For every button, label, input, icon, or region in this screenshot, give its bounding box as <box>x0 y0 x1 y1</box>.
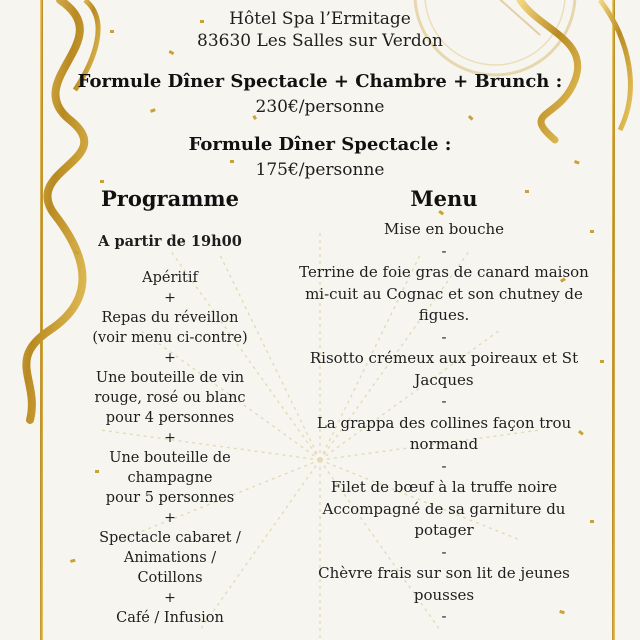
header <box>0 8 640 52</box>
programme-item-line: Café / Infusion <box>116 610 224 626</box>
formula-1-title: Formule Dîner Spectacle + Chambre + Brunch : <box>77 71 563 92</box>
formula-2 <box>0 133 640 181</box>
menu-item <box>286 219 602 241</box>
programme-item-line: pour 4 personnes <box>105 410 235 426</box>
menu-item-line: Risotto crémeux aux poireaux et St <box>309 349 579 367</box>
programme-item <box>58 268 282 288</box>
menu-item <box>286 477 602 542</box>
menu-item-line: Accompagné de sa garniture du <box>322 499 566 518</box>
hotel-name: Hôtel Spa l’Ermitage <box>229 9 411 29</box>
menu-item-line: Terrine de foie gras de canard maison <box>299 263 589 281</box>
menu-column <box>286 186 602 628</box>
programme-item-line: pour 5 personnes <box>105 490 235 506</box>
programme-item-line: Cotillons <box>137 570 203 586</box>
programme-item-line: (voir menu ci-contre) <box>92 330 248 346</box>
formula-1 <box>0 70 640 118</box>
programme-item <box>58 528 282 588</box>
programme-item-line: Animations / <box>123 550 217 566</box>
programme-item <box>58 448 282 508</box>
formula-2-price: 175€/personne <box>255 160 385 180</box>
programme-item-line: rouge, rosé ou blanc <box>94 390 246 406</box>
menu-item <box>286 348 602 391</box>
programme-title: Programme <box>100 186 240 211</box>
programme-item-line: Repas du réveillon <box>101 310 239 326</box>
menu-separator: - <box>441 456 447 475</box>
programme-separator: + <box>164 510 176 526</box>
programme-separator: + <box>164 590 176 606</box>
menu-separator: - <box>441 607 447 625</box>
programme-item <box>58 368 282 428</box>
programme-item-line: Spectacle cabaret / <box>99 530 241 546</box>
menu-separator: - <box>441 327 447 346</box>
menu-list <box>286 219 602 628</box>
menu-separator: - <box>441 542 447 561</box>
hotel-address: 83630 Les Salles sur Verdon <box>197 31 443 51</box>
programme-item <box>58 308 282 348</box>
programme-item <box>58 608 282 628</box>
programme-item-line: champagne <box>127 470 213 486</box>
programme-column <box>58 186 282 628</box>
menu-item-line: normand <box>409 435 479 453</box>
menu-item-line: mi-cuit au Cognac et son chutney de <box>305 284 583 303</box>
formula-1-price: 230€/personne <box>255 97 385 117</box>
menu-item-line: Jacques <box>414 370 474 389</box>
menu-item <box>286 413 602 456</box>
menu-item <box>286 563 602 606</box>
menu-separator: - <box>441 241 447 260</box>
menu-title: Menu <box>410 186 478 211</box>
menu-item-line: pousses <box>413 585 475 604</box>
programme-item-line: Apéritif <box>142 270 198 286</box>
programme-separator: + <box>164 350 176 366</box>
menu-item-line: Mise en bouche <box>383 220 505 238</box>
programme-separator: + <box>164 430 176 446</box>
menu-item-line: Chèvre frais sur son lit de jeunes <box>318 564 570 582</box>
programme-list <box>58 268 282 628</box>
menu-item <box>286 262 602 327</box>
programme-item-line: Une bouteille de <box>109 450 231 466</box>
menu-item-line: La grappa des collines façon trou <box>316 413 572 432</box>
programme-item-line: Une bouteille de vin <box>95 370 245 386</box>
menu-item-line: Filet de bœuf à la truffe noire <box>330 478 558 496</box>
menu-separator: - <box>441 392 447 410</box>
formula-2-title: Formule Dîner Spectacle : <box>188 134 452 155</box>
programme-separator: + <box>164 290 176 306</box>
menu-item-line: figues. <box>418 306 470 324</box>
programme-start-time: A partir de 19h00 <box>98 233 242 250</box>
menu-item-line: potager <box>414 521 474 539</box>
